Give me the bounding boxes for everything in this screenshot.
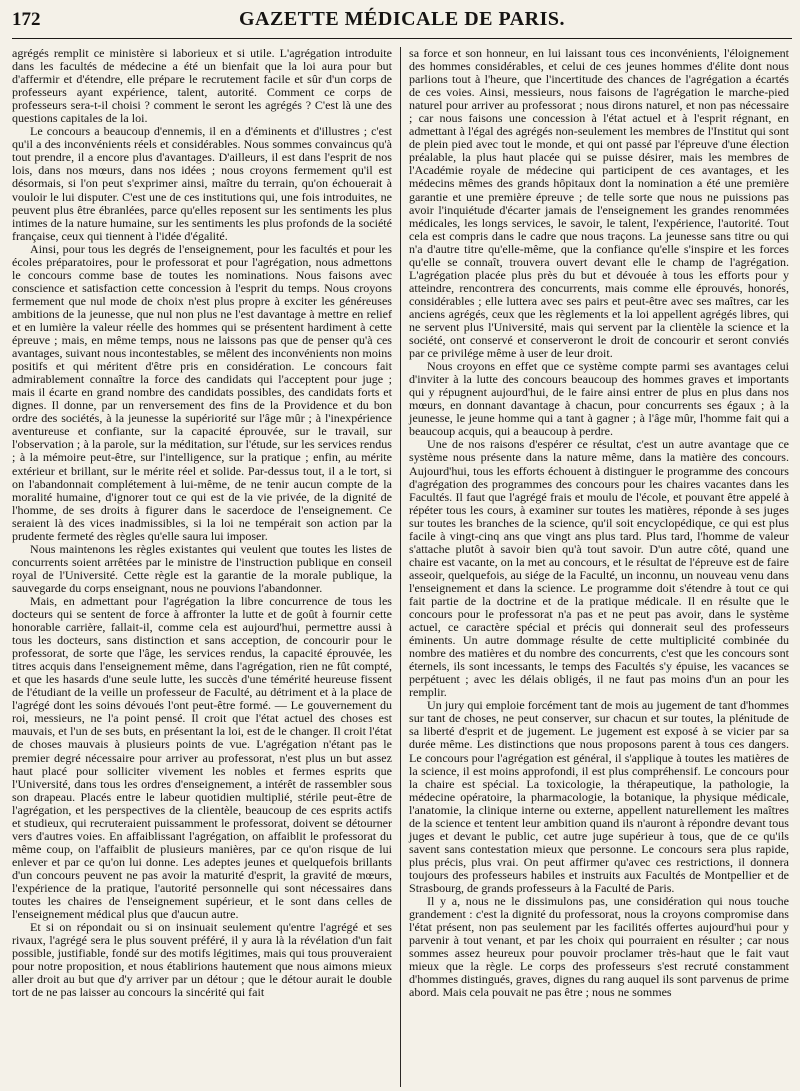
running-title: GAZETTE MÉDICALE DE PARIS. <box>238 8 566 30</box>
paragraph: Le concours a beaucoup d'ennemis, il en a d'éminents et d'illustres ; c'est qu'il a des inconvénients réels et considérables. Nous sommes convaincus qu'à tout prendre, il a encore plus d'avantages. D'ailleurs, il est dans l'esprit de nos lois, dans nos mœurs, dans nos idées ; nous croyons fermement qu'il est désormais, si l'on peut s'exprimer ainsi, maître du terrain, qu'on échouerait à vouloir le lui disputer. C'est une de ces institutions qui, une fois introduites, ne peuvent plus être ébranlées, parce qu'elles reposent sur les sentiments les plus intimes de la nature humaine, sur les sentiments les plus profonds de la société française, ceux qui tiennent à l'idée d'égalité. <box>12 124 392 243</box>
paragraph: Un jury qui emploie forcément tant de mois au jugement de tant d'hommes sur tant de choses, ne peut conserver, sur chacun et sur toutes, la plénitude de sa liberté d'esprit et de jugement. Le jugement est exposé à se vicier par sa durée même. Les distinctions que nous proposons parent à tous ces dangers. Le concours pour l'agrégation est général, il s'applique à toutes les matières de la science, il est moins approfondi, il est plus compréhensif. Le concours pour la chaire est spécial. La toxicologie, la thérapeutique, la pathologie, la médecine opératoire, la pharmacologie, la botanique, la physique médicale, l'anatomie, la clinique interne ou externe, appellent naturellement les maîtres de la science et tentent leur ambition quand ils n'auront à répondre devant tous juges et devant le public, cet autre juge supérieur à tous, que de ce qu'ils savent sans contestation mieux que personne. Le concours sera plus rapide, plus précis, plus vrai. On peut affirmer qu'avec ces restrictions, il donnera toujours des professeurs habiles et instruits aux Facultés de Montpellier et de Strasbourg, de grands professeurs à la Faculté de Paris. <box>409 698 789 895</box>
left-column <box>12 47 400 1087</box>
right-column <box>401 47 789 1087</box>
paragraph: agrégés remplit ce ministère si laborieux et si utile. L'agrégation introduite dans les facultés de médecine a été un bienfait que la loi aura pour but d'affermir et d'étendre, elle prépare le recrutement facile et sûr d'un corps de professeurs ayant expérience, talent, autorité. Comment ce corps de professeurs sera-t-il choisi ? comment le seront les agrégés ? C'est là une des questions capitales de la loi. <box>12 47 392 126</box>
paragraph: Nous maintenons les règles existantes qui veulent que toutes les listes de concurrents soient arrêtées par le ministre de l'instruction publique en conseil royal de l'Université. Cette règle est la garantie de la morale publique, la sauvegarde du corps enseignant, nous ne pouvions l'abandonner. <box>12 541 392 595</box>
paragraph: Une de nos raisons d'espérer ce résultat, c'est un autre avantage que ce système nous présente dans la nature même, dans la matière des concours. Aujourd'hui, tous les efforts échouent à distinguer le programme des concours d'agrégation des programmes des concours pour les chaires vacantes dans les Facultés. Il faut que l'agrégé frais et moulu de l'école, et pouvant être appelé à répéter tous les cours, à examiner sur toutes les matières, réponde à ses juges sur toutes les branches de la science, qu'il soit encyclopédique, ce qui est plus facile à vingt-cinq ans que vingt ans plus tard. Plus tard, l'homme de valeur s'attache plutôt à savoir bien qu'à tout savoir. D'un autre côté, quand une chaire est vacante, on la met au concours, et le résultat de l'épreuve est de faire asseoir, quelquefois, au siége de la Faculté, un inconnu, un nouveau venu dans l'enseignement et dans la science. Le programme doit s'étendre à tout ce qui fait partie de la doctrine et de la pratique médicale. Il en résulte que le concours pour le professorat n'a pas et ne peut pas avoir, dans le système actuel, ce caractère spécial et précis qui donnerait seul des professeurs éminents. Un autre dommage résulte de cette multiplicité combinée du nombre des matières et du nombre des concurrents, c'est que les concours sont éternels, ils sont incessants, le temps des Facultés s'y épuise, les vacances se perpétuent ; avec les délais obligés, il ne faut pas moins d'un an pour les remplir. <box>409 437 789 700</box>
paragraph: Il y a, nous ne le dissimulons pas, une considération qui nous touche grandement : c'est la dignité du professorat, nous la croyons compromise dans l'état présent, non pas seulement par les facilités offertes aujourd'hui pour y parvenir à tout venant, et par les choix qui pourraient en résulter ; car nous sommes assez heureux pour pouvoir proclamer très-haut que le fait vaut mieux que la règle. Le corps des professeurs s'est recruté constamment d'hommes distingués, graves, dignes du rang auquel ils sont parvenus de prime abord. Mais cela pouvait ne pas être ; nous ne sommes <box>409 894 789 1000</box>
paragraph: Ainsi, pour tous les degrés de l'enseignement, pour les facultés et pour les écoles préparatoires, pour le professorat et pour l'agrégation, nous admettons le concours comme base de toutes les nominations. Nous faisons avec conscience et satisfaction cette concession à l'esprit du temps. Nous croyons fermement que nul mode de choix n'est plus propre à exciter les généreuses ambitions de la jeunesse, que nul non plus ne l'est davantage à mettre en relief et en lumière la valeur réelle des hommes qui se présentent hardiment à cette épreuve ; mais, en même temps, nous ne laissons pas que de penser qu'à ces avantages, suivant nous incontestables, se mêlent des inconvénients non moins positifs et qui méritent d'être pris en considération. Le concours fait admirablement connaître la force des candidats qui l'acceptent pour juge ; mais il écarte en grand nombre des candidats possibles, des candidats forts et dignes. Il donne, par un renversement des fins de la Providence et du bon ordre des sociétés, à la jeunesse la supériorité sur l'âge mûr ; à l'inexpérience aventureuse et confiante, sur la capacité éprouvée, sur le travail, sur l'observation ; à la parole, sur la méditation, sur l'étude, sur les services rendus ; à la mémoire peut-être, sur l'intelligence, sur la pratique ; enfin, au mérite extérieur et brillant, sur le mérite réel et solide. Par-dessus tout, il a le tort, si on l'abandonnait complétement à lui-même, de ne tenir aucun compte de la moralité humaine, d'ignorer tout ce qui est de la vie privée, de la dignité de l'homme, de ses droits à figurer dans le sacerdoce de l'enseignement. Ce seraient là des vices inadmissibles, si la loi ne tempérait son action par la prudente fermeté des règles qu'elle saura lui imposer. <box>12 241 392 543</box>
paragraph: sa force et son honneur, en lui laissant tous ces inconvénients, l'éloignement des hommes considérables, et celui de ces jeunes hommes d'élite dont nous parlions tout à l'heure, que l'incertitude des chances de l'agrégation a écartés de ces voies. Ainsi, messieurs, nous faisons de l'agrégation le marche-pied naturel pour arriver au professorat ; nous dirons naturel, et non pas nécessaire ; car nous faisons une concession à l'état actuel et à l'esprit régnant, en admettant à l'égal des agrégés non-seulement les membres de l'Institut qui sont de plein pied avec tout le monde, et qui ont passé par l'épreuve d'une élection préalable, la plus haut placée qui se puisse désirer, mais les membres de l'Académie royale de médecine qui participent de ces avantages, et les médecins mêmes des grands hôpitaux dont la nomination a été une première garantie et une première épreuve ; de telle sorte que nous ne puissions pas avoir l'inquiétude d'écarter jamais de l'enseignement les grandes renommées médicales, les longs services, le savoir, le talent, l'expérience, l'autorité. Tout cela est compris dans le cadre que nous traçons. La jeunesse sans titre ou qui n'a d'autre titre qu'elle-même, que la confiance qu'elle s'inspire et les forces qu'elle se connaît, trouvera ouvert devant elle le champ de l'agrégation. L'agrégation placée plus près du but et dévouée à tous les efforts pour y atteindre, rencontrera des concurrents, mais comme elle éprouvés, honorés, considérables ; elle luttera avec ses pairs et peut-être avec ses maîtres, car les anciens agrégés, ceux que les règlements et la loi appellent agrégés libres, qui ne servent plus l'Université, mais qui servent par la clientèle la science et la société, ont conservé et conserveront le droit de concourir et seront conviés par ce privilége même à user de leur droit. <box>409 47 789 361</box>
page-number: 172 <box>12 9 41 30</box>
paragraph: Mais, en admettant pour l'agrégation la libre concurrence de tous les docteurs qui se sentent de force à affronter la lutte et de goût à fournir cette honorable carrière, fallait-il, comme cela est aujourd'hui, permettre aussi à tous les docteurs, sans distinction et sans acception, de concourir pour le professorat, de sorte que l'âge, les services rendus, la capacité éprouvée, les titres acquis dans l'enseignement même, dans l'agrégation, rien ne fût compté, et que les hasards d'une seule lutte, les succès d'une témérité heureuse fissent de l'étudiant de la veille un professeur de Faculté, au détriment et à la place de l'agrégé dont les soins dévoués l'ont peut-être formé. — Le gouvernement du roi, messieurs, ne l'a point pensé. Il croit que l'état actuel des choses est mauvais, et l'un de ses buts, en présentant la loi, est de le changer. Il croit l'état de choses mauvais à plusieurs points de vue. L'agrégation n'étant pas le premier degré nécessaire pour arriver au professorat, n'est plus un but assez haut placé pour solliciter vivement les nobles et fermes esprits que l'Université, dans tous les ordres d'enseignement, a intérêt de rassembler sous son drapeau. Placés entre le labeur quotidien multiplié, stérile peut-être de l'agrégation, et les perspectives de la clientèle, beaucoup de ces esprits actifs et studieux, qui recruteraient puissamment le professorat, doivent se détourner vers d'autres voies. En affaiblissant l'agrégation, on affaiblit le professorat du même coup, on l'affaiblit de plusieurs manières, par ce qu'on risque de lui enlever et par ce qu'on lui donne. Les adeptes jeunes et quelquefois brillants d'un concours peuvent ne pas avoir la maturité d'esprit, la gravité de mœurs, l'expérience de la pratique, l'autorité personnelle qui sont nécessaires dans toutes les chaires de l'enseignement supérieur, et le sont dans celles de l'enseignement médical plus que d'aucun autre. <box>12 593 392 922</box>
page-header <box>12 8 792 39</box>
paragraph: Nous croyons en effet que ce système compte parmi ses avantages celui d'inviter à la lutte des concours beaucoup des hommes graves et importants qui y répugnent aujourd'hui, de le faire ainsi entrer de plus en plus dans nos mœurs, en donnant davantage à chacun, pour concurrents ses égaux ; à la jeunesse, le jeune homme qui a tant à gagner ; à l'âge mûr, l'homme fait qui a beaucoup acquis, qui a beaucoup à perdre. <box>409 359 789 439</box>
text-columns <box>12 47 792 1087</box>
paragraph: Et si on répondait ou si on insinuait seulement qu'entre l'agrégé et ses rivaux, l'agrégé sera le plus souvent préféré, il y aura là la révélation d'un fait possible, justifiable, fondé sur des motifs légitimes, mais qui tous prouveraient pour notre proposition, et nous établirions hautement que nous aimons mieux aller droit au but que d'y arriver par un détour ; que le détour aurait le double tort de ne pas laisser au concours la sincérité qui fait <box>12 920 392 1000</box>
